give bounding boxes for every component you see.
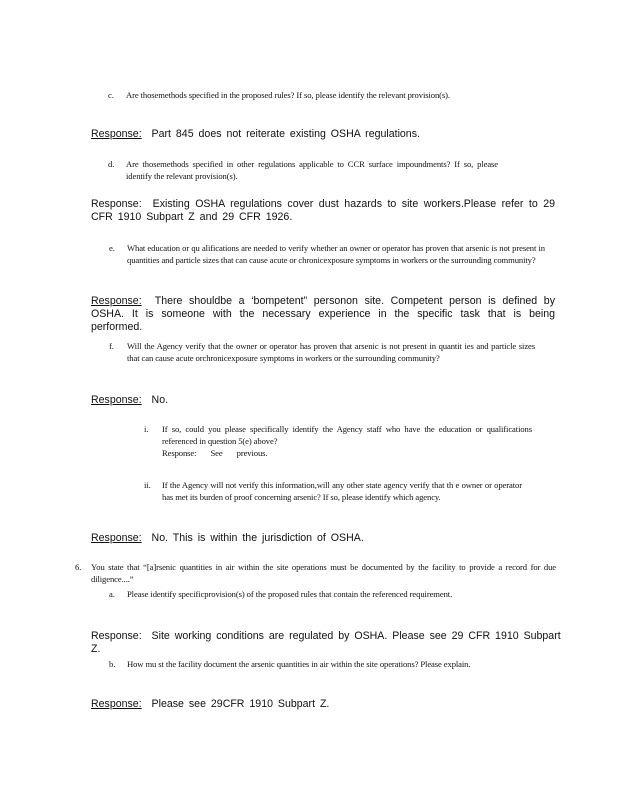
question-label: f. — [109, 341, 114, 351]
response-text: There shouldbe a ‘bompetent” personon site. Competent person is defined by OSHA. It is someone with the necessary experience in the specific task that is being performed. — [91, 295, 555, 333]
response-5c — [91, 128, 531, 141]
question-5e — [109, 242, 545, 266]
question-6 — [75, 561, 556, 585]
question-label: d. — [108, 159, 115, 169]
question-label: ii. — [144, 480, 151, 490]
response-text: Part 845 does not reiterate existing OSHA regulations. — [151, 128, 420, 140]
question-6a — [109, 588, 533, 600]
response-label: Response: — [91, 630, 142, 642]
response-text: Please see 29CFR 1910 Subpart Z. — [151, 698, 330, 710]
response-label: Response: — [91, 295, 142, 307]
question-5f — [109, 340, 535, 364]
question-5c — [108, 89, 538, 101]
inner-response: Response: See previous. — [162, 448, 268, 458]
question-text: Will the Agency verify that the owner or operator has proven that arsenic is not present in quantit ies and particle sizes that can cause acute orchronicexposure symptoms in workers or the surrounding community? — [127, 341, 535, 363]
response-5e — [91, 295, 555, 334]
response-6b — [91, 698, 391, 711]
question-label: c. — [108, 90, 114, 100]
response-label: Response: — [91, 128, 142, 140]
response-label: Response: — [91, 394, 142, 406]
question-text: You state that “[a]rsenic quantities in air within the site operations must be documented by the facility to provide a record for due diligence....” — [91, 562, 556, 584]
response-6a — [91, 630, 561, 656]
response-5d — [91, 198, 555, 224]
response-label: Response: — [91, 698, 142, 710]
response-text: No. — [151, 394, 169, 406]
question-text: How mu st the facility document the arsenic quantities in air within the site operations? Please explain. — [127, 659, 471, 669]
response-text: Site working conditions are regulated by OSHA. Please see 29 CFR 1910 Subpart Z. — [91, 630, 561, 655]
question-text: Please identify specificprovision(s) of the proposed rules that contain the referenced requirement. — [127, 589, 453, 599]
question-label: a. — [109, 589, 115, 599]
question-5d — [108, 158, 498, 182]
question-label: i. — [144, 424, 149, 434]
question-text: If so, could you please specifically identify the Agency staff who have the education or qualifications referenced in question 5(e) above? — [162, 424, 532, 446]
question-text: Are thosemethods specified in the proposed rules? If so, please identify the relevant provision(s). — [126, 90, 450, 100]
question-label: b. — [109, 659, 116, 669]
response-text: No. This is within the jurisdiction of OSHA. — [151, 532, 364, 544]
question-text: Are thosemethods specified in other regulations applicable to CCR surface impoundments? If so, please identify the relevant provision(s). — [126, 159, 498, 181]
question-5f-ii — [144, 479, 522, 503]
question-text: What education or qu alifications are needed to verify whether an owner or operator has proven that arsenic is not present in quantities and particle sizes that can cause acute or chronicexposure symptoms in workers or the surrounding community? — [127, 243, 545, 265]
question-label: 6. — [75, 562, 82, 572]
response-text: Existing OSHA regulations cover dust hazards to site workers.Please refer to 29 CFR 1910 Subpart Z and 29 CFR 1926. — [91, 198, 555, 223]
question-6b — [109, 658, 507, 670]
response-5f — [91, 394, 291, 407]
question-text: If the Agency will not verify this information,will any other state agency verify that th e owner or operator has met its burden of proof concerning arsenic? If so, please identify which agency. — [162, 480, 522, 502]
response-label: Response: — [91, 532, 142, 544]
question-5f-i — [144, 423, 532, 459]
response-5f-ii — [91, 532, 491, 545]
question-label: e. — [109, 243, 115, 253]
response-label: Response: — [91, 198, 142, 210]
